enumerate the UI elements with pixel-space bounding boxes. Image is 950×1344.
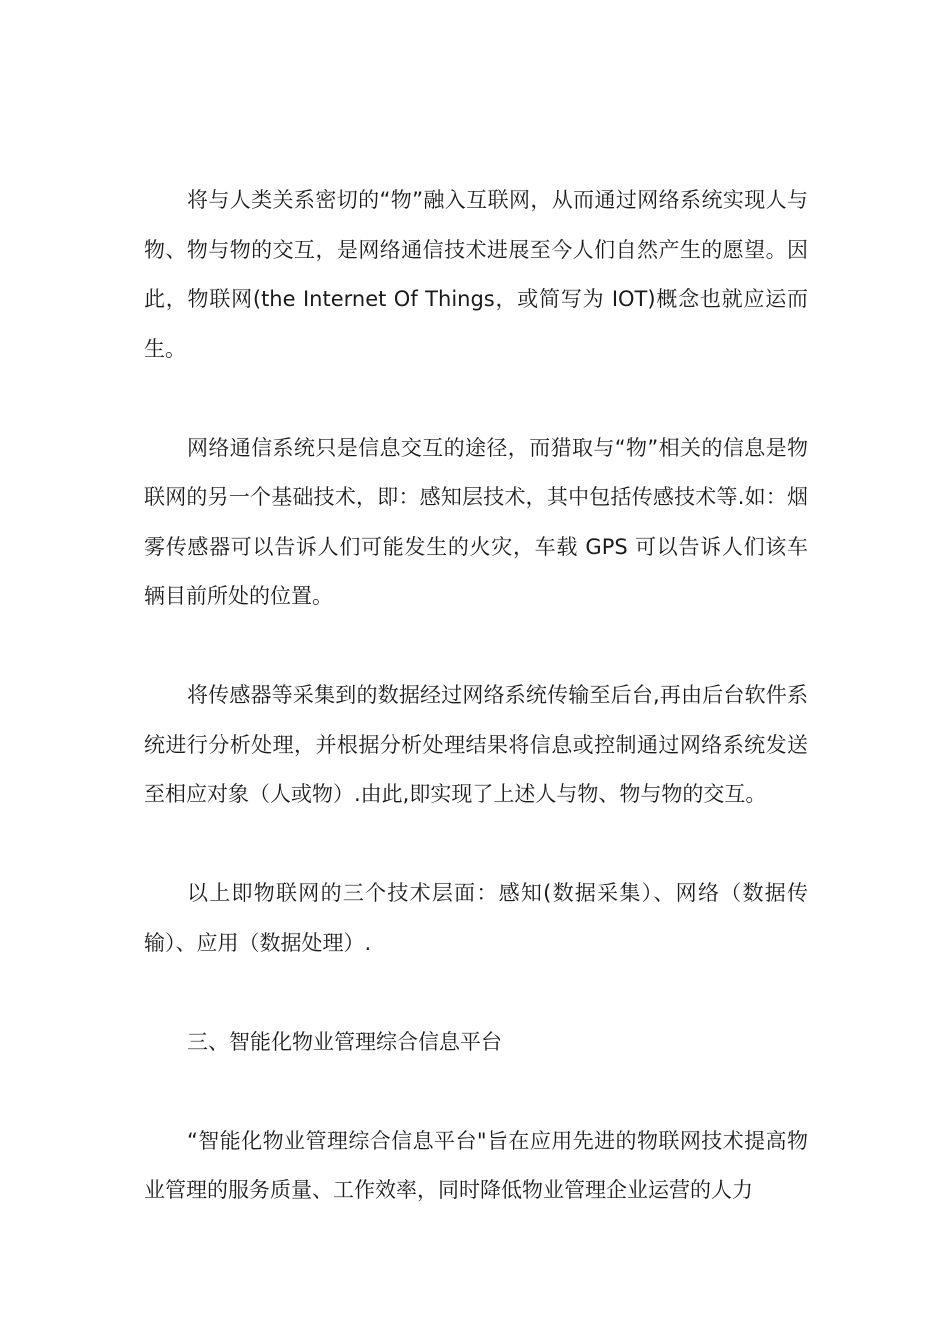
paragraph-three-layers: 以上即物联网的三个技术层面：感知(数据采集）、网络（数据传输）、应用（数据处理）.	[144, 881, 808, 955]
paragraph-iot-concept: 将与人类关系密切的“物”融入互联网，从而通过网络系统实现人与物、物与物的交互，是网络通信技术进展至今人们自然产生的愿望。因此，物联网(the Internet Of Things，或简写为 IOT)概念也就应运而生。	[144, 188, 808, 361]
paragraph-sensing-layer: 网络通信系统只是信息交互的途径，而猎取与“物”相关的信息是物联网的另一个基础技术，即：感知层技术，其中包括传感技术等.如：烟雾传感器可以告诉人们可能发生的火灾，车载 GPS 可以告诉人们该车辆目前所处的位置。	[144, 435, 808, 608]
paragraph-gap	[144, 968, 808, 1018]
paragraph-gap	[144, 622, 808, 672]
section-heading: 三、智能化物业管理综合信息平台	[187, 1029, 502, 1054]
paragraph-gap	[144, 1067, 808, 1117]
document-body	[144, 176, 808, 1216]
paragraph-data-processing: 将传感器等采集到的数据经过网络系统传输至后台,再由后台软件系统进行分析处理，并根据分析处理结果将信息或控制通过网络系统发送至相应对象（人或物）.由此,即实现了上述人与物、物与物的交互。	[144, 683, 808, 806]
paragraph-platform-intro: “智能化物业管理综合信息平台"旨在应用先进的物联网技术提高物业管理的服务质量、工作效率，同时降低物业管理企业运营的人力	[144, 1128, 808, 1202]
paragraph-gap	[144, 374, 808, 424]
paragraph-gap	[144, 820, 808, 870]
